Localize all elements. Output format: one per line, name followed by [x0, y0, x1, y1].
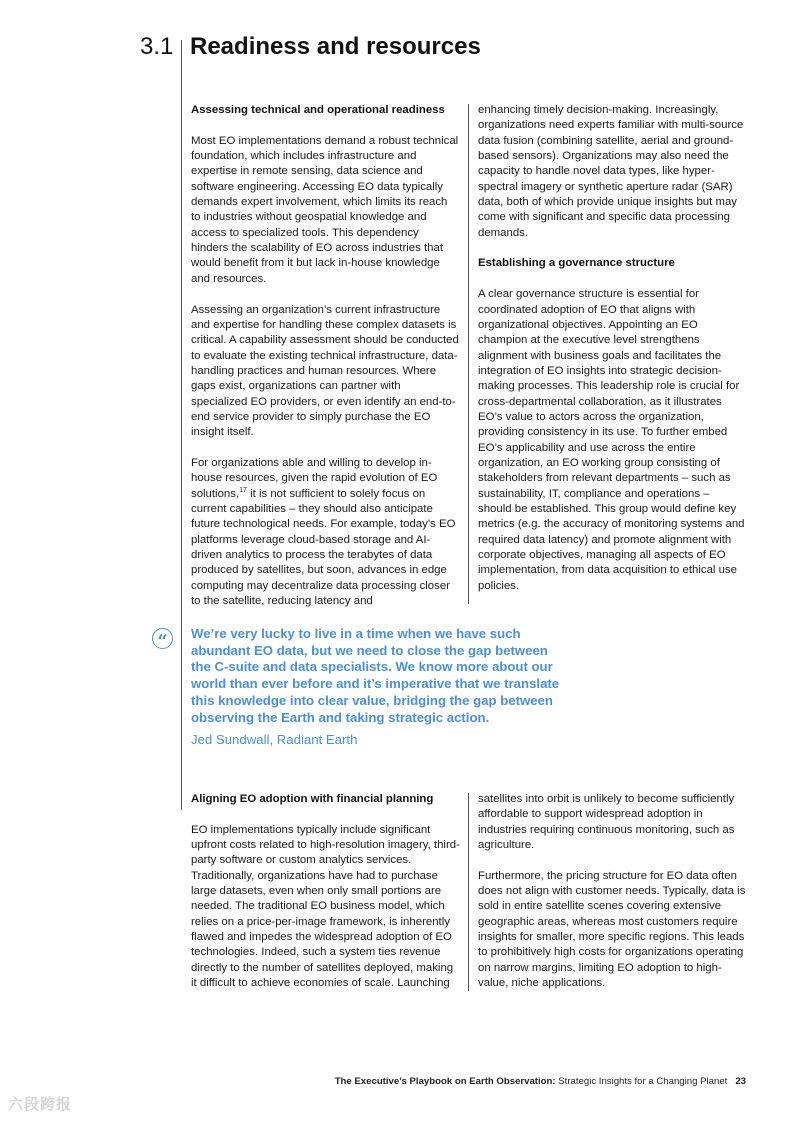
- section-rule: [181, 40, 182, 810]
- paragraph: Furthermore, the pricing structure for EO data often does not align with customer needs. Typically, data is sold in entire satellite scenes covering extensive geographic areas, whereas most customers require insights for smaller, more specific regions. This leads to prohibitively high costs for organizations operating on narrow margins, limiting EO adoption to high-value, niche applications.: [478, 869, 746, 990]
- watermark: 六段跨报: [8, 1096, 73, 1113]
- paragraph: EO implementations typically include significant upfront costs related to high-resolution imagery, third-party software or custom analytics services. Traditionally, organizations have had to purchase large datasets, even when only small portions are needed. The traditional EO business model, which relies on a price-per-image framework, is inherently flawed and impedes the widespread adoption of EO technologies. Indeed, such a system ties revenue directly to the number of satellites deployed, making it difficult to achieve economies of scale. Launching: [191, 823, 460, 990]
- column-divider: [468, 793, 469, 991]
- column-right-top: [478, 103, 746, 594]
- page-footer: [335, 1076, 746, 1088]
- page-title: Readiness and resources: [190, 33, 481, 60]
- paragraph: enhancing timely decision-making. Increasingly, organizations need experts familiar with multi-source data fusion (combining satellite, aerial and ground-based sensors). Organizations may also need the capacity to handle novel data types, like hyper-spectral imagery or synthetic aperture radar (SAR) data, both of which provide unique insights but may come with significant and specific data processing demands.: [478, 104, 744, 239]
- heading-financial-planning: Aligning EO adoption with financial planning: [191, 793, 434, 805]
- paragraph: Assessing an organization’s current infrastructure and expertise for handling these complex datasets is critical. A capability assessment should be conducted to evaluate the existing technical infrastructure, data-handling practices and human resources. Where gaps exist, organizations can partner with specialized EO providers, or even identify an end-to-end service provider to simply purchase the EO insight itself.: [191, 303, 459, 439]
- paragraph: [191, 456, 459, 609]
- heading-governance: Establishing a governance structure: [478, 257, 675, 270]
- paragraph: satellites into orbit is unlikely to become sufficiently affordable to support widespread adoption in industries requiring continuous monitoring, such as agriculture.: [478, 793, 735, 852]
- section-number: 3.1: [140, 33, 174, 60]
- column-left-top: [191, 103, 459, 609]
- pull-quote: We’re very lucky to live in a time when we have such abundant EO data, but we need to close the gap between the C-suite and data specialists. We know more about our world than ever before and it’s imperative that we translate this knowledge into clear value, bridging the gap between observing the Earth and taking strategic action.: [191, 626, 560, 725]
- footnote-ref[interactable]: 17: [239, 486, 247, 494]
- paragraph-text: it is not sufficient to solely focus on current capabilities – they should also anticipate future technological needs. For example, today’s EO platforms leverage cloud-based storage and AI-driven analytics to process the terabytes of data produced by satellites, but soon, advances in edge computing may decentralize data processing closer to the satellite, reducing latency and: [191, 487, 456, 608]
- column-divider: [468, 104, 469, 604]
- paragraph-text: For organizations able and willing to develop in-house resources, given the rapid evolution of EO solutions,: [191, 457, 438, 500]
- column-left-bottom: [191, 792, 461, 992]
- quote-author: Jed Sundwall, Radiant Earth: [191, 732, 358, 747]
- column-right-bottom: [478, 792, 746, 992]
- paragraph: Most EO implementations demand a robust technical foundation, which includes infrastructure and expertise in remote sensing, data science and software engineering. Accessing EO data typically demands expert involvement, which limits its reach to industries without geospatial knowledge and access to specialized tools. This dependency hinders the scalability of EO across industries that would benefit from it but lack in-house knowledge and resources.: [191, 134, 459, 285]
- heading-technical-readiness: Assessing technical and operational readiness: [191, 104, 445, 116]
- page-number: 23: [735, 1076, 746, 1087]
- footer-title: Strategic Insights for a Changing Planet: [555, 1076, 728, 1087]
- paragraph: A clear governance structure is essential for coordinated adoption of EO that aligns with organizational objectives. Appointing an EO champion at the executive level strengthens alignment with business goals and facilitates the integration of EO insights into strategic decision-making processes. This leadership role is crucial for cross-departmental collaboration, as it illustrates EO’s value to actors across the organization, providing consistency in its use. To further embed EO’s applicability and use across the entire organization, an EO working group consisting of stakeholders from relevant departments – such as sustainability, IT, compliance and operations – should be established. This group would define key metrics (e.g. the accuracy of monitoring systems and required data latency) and promote alignment with corporate objectives, managing all aspects of EO implementation, from data acquisition to ethical use policies.: [478, 288, 745, 592]
- footer-title-bold: The Executive’s Playbook on Earth Observation:: [334, 1076, 556, 1087]
- quote-icon: “: [152, 628, 173, 649]
